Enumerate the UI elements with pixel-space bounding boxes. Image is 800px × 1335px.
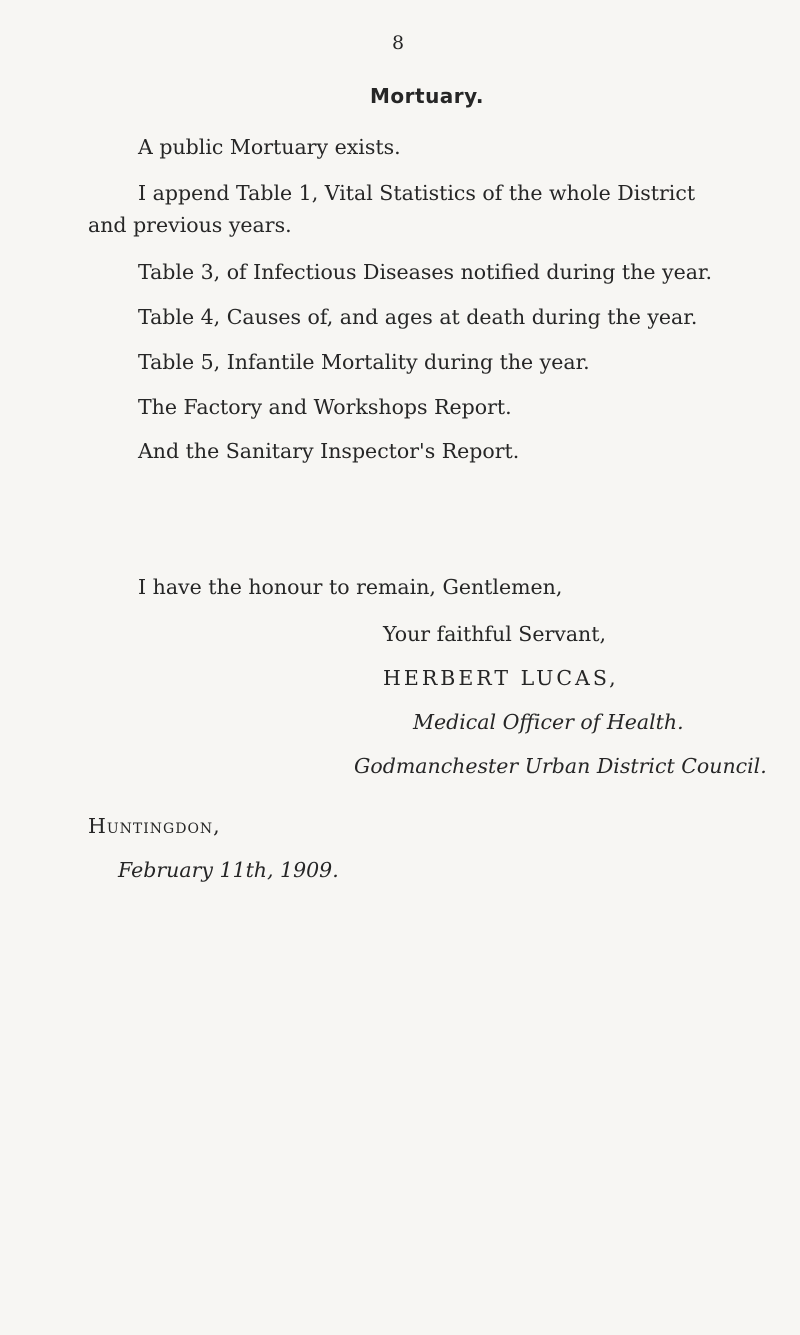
table-item: Table 3, of Infectious Diseases notified during the year. xyxy=(138,260,712,284)
mortuary-paragraph: A public Mortuary exists. xyxy=(138,135,401,159)
append-paragraph-line-1: I append Table 1, Vital Statistics of the whole District xyxy=(138,181,696,205)
section-heading: Mortuary. xyxy=(370,84,484,108)
signatory-name: HERBERT LUCAS, xyxy=(383,666,619,690)
table-item: Table 4, Causes of, and ages at death during the year. xyxy=(138,305,698,329)
place-name: Huntingdon, xyxy=(88,814,221,838)
council-name: Godmanchester Urban District Council. xyxy=(354,754,767,778)
signatory-title: Medical Officer of Health. xyxy=(413,710,684,734)
report-item: And the Sanitary Inspector's Report. xyxy=(138,439,520,463)
closing-servant: Your faithful Servant, xyxy=(383,622,607,646)
page-number: 8 xyxy=(392,32,405,54)
table-item: Table 5, Infantile Mortality during the year. xyxy=(138,350,590,374)
append-paragraph-line-2: and previous years. xyxy=(88,213,292,237)
letter-date: February 11th, 1909. xyxy=(118,858,339,882)
closing-honour: I have the honour to remain, Gentlemen, xyxy=(138,575,563,599)
report-item: The Factory and Workshops Report. xyxy=(138,395,512,419)
